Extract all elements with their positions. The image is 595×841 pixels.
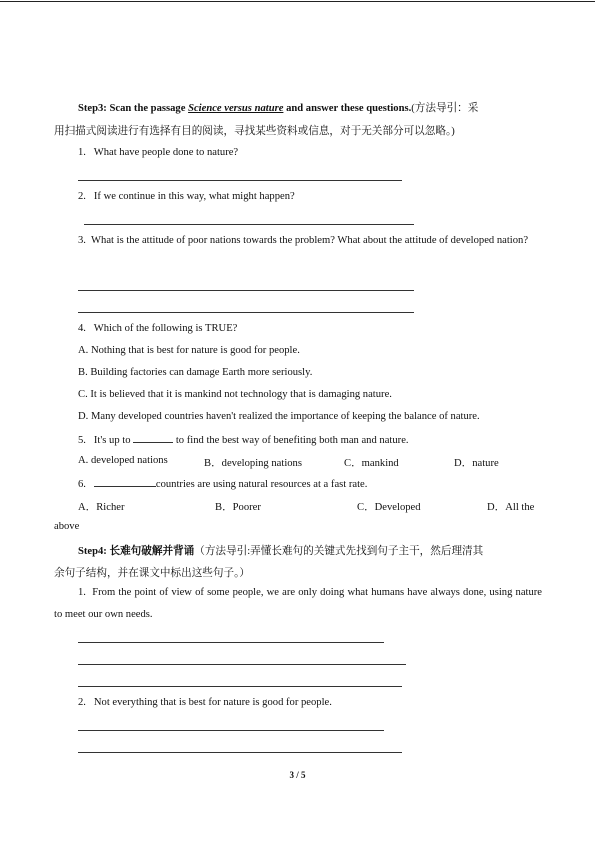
step3-heading xyxy=(78,100,478,115)
step3-method-note-b: 用扫描式阅读进行有选择有目的阅读，寻找某些资料或信息，对于无关部分可以忽略。) xyxy=(54,126,455,137)
step4-heading xyxy=(78,543,483,558)
q5-option-b[interactable]: B．developing nations xyxy=(204,458,302,469)
step3-method-note-a: (方法导引：采 xyxy=(411,103,479,114)
answer-line-q3a[interactable] xyxy=(78,290,414,291)
q4-option-a[interactable]: A. Nothing that is best for nature is good for people. xyxy=(78,345,300,356)
step4-label: Step4: 长难句破解并背诵 xyxy=(78,546,195,557)
step4-sentence-2: 2. Not everything that is best for nature is good for people. xyxy=(78,697,332,708)
answer-line-s1c[interactable] xyxy=(78,686,402,687)
answer-line-s1b[interactable] xyxy=(78,664,406,665)
answer-line-s2b[interactable] xyxy=(78,752,402,753)
q6-text-pre: 6. xyxy=(78,479,94,490)
question-3: 3. What is the attitude of poor nations towards the problem? What about the attitude of developed nation? xyxy=(78,235,529,246)
question-5 xyxy=(78,433,409,446)
question-6 xyxy=(78,477,367,490)
q5-text-post: to find the best way of benefiting both man and nature. xyxy=(173,435,409,446)
step4-sentence-1: 1. From the point of view of some people, we are only doing what humans have always done, using nature to meet our own needs. xyxy=(54,587,542,620)
answer-line-s1a[interactable] xyxy=(78,642,384,643)
q6-option-b[interactable]: B．Poorer xyxy=(215,502,261,513)
step3-label: Step3: Scan the passage xyxy=(78,103,189,114)
q6-text-post: countries are using natural resources at a fast rate. xyxy=(155,479,368,490)
q4-option-b[interactable]: B. Building factories can damage Earth more seriously. xyxy=(78,367,313,378)
q5-option-a[interactable]: A. developed nations xyxy=(78,455,168,466)
step4-note-b: 余句子结构，并在课文中标出这些句子。） xyxy=(54,568,250,579)
q5-option-c[interactable]: C．mankind xyxy=(344,458,399,469)
answer-line-q3b[interactable] xyxy=(78,312,414,313)
step3-instruction: and answer these questions. xyxy=(283,103,412,114)
step4-note-a: （方法导引:弄懂长难句的关键式先找到句子主干，然后理清其 xyxy=(194,546,484,557)
page-top-border xyxy=(0,1,595,2)
q4-option-c[interactable]: C. It is believed that it is mankind not technology that is damaging nature. xyxy=(78,389,392,400)
q6-option-d[interactable]: D．All the xyxy=(487,502,535,513)
question-4: 4. Which of the following is TRUE? xyxy=(78,323,238,334)
q5-text-pre: 5. It's up to xyxy=(78,435,134,446)
answer-line-s2a[interactable] xyxy=(78,730,384,731)
q5-option-d[interactable]: D．nature xyxy=(454,458,499,469)
answer-line-q1[interactable] xyxy=(78,180,402,181)
q5-blank[interactable] xyxy=(133,433,173,443)
q6-option-a[interactable]: A．Richer xyxy=(78,502,125,513)
q6-option-d-continued: above xyxy=(54,521,80,532)
q6-option-c[interactable]: C．Developed xyxy=(357,502,421,513)
page-number: 3 / 5 xyxy=(289,770,306,780)
passage-title: Science versus nature xyxy=(188,103,284,114)
q4-option-d[interactable]: D. Many developed countries haven't realized the importance of keeping the balance of nature. xyxy=(78,411,480,422)
answer-line-q2[interactable] xyxy=(84,224,414,225)
question-1: 1. What have people done to nature? xyxy=(78,147,239,158)
q6-blank[interactable] xyxy=(94,477,156,487)
question-2: 2. If we continue in this way, what might happen? xyxy=(78,191,295,202)
